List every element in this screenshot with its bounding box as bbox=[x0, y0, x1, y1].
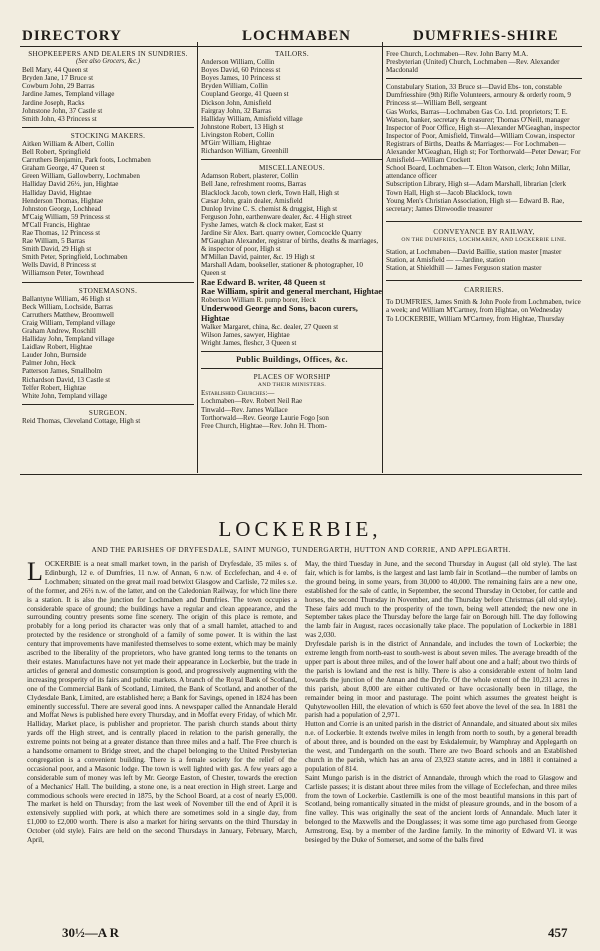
list-item: Young Men's Christian Association, High st— Edward B. Rae, secretary; James Dinwoodie treasurer bbox=[386, 196, 565, 213]
worship-heading: PLACES OF WORSHIP bbox=[253, 373, 331, 382]
section-rule bbox=[201, 368, 383, 369]
list-item: Palmer John, Heck bbox=[22, 359, 76, 368]
surgeon-heading: SURGEON. bbox=[88, 408, 128, 417]
list-item-bold: Underwood George and Sons, bacon curers, Hightae bbox=[201, 304, 358, 323]
list-item: Richardson William, Greenhill bbox=[201, 147, 289, 156]
running-header bbox=[20, 28, 582, 48]
list-item: Carruthers Benjamin, Park foots, Lochmaben bbox=[22, 156, 151, 165]
list-item: Bryden Jane, 17 Bruce st bbox=[22, 74, 94, 83]
list-item: Graham George, 47 Queen st bbox=[22, 164, 105, 173]
misc-list bbox=[201, 172, 383, 347]
list-item: Rae William, 5 Barras bbox=[22, 237, 86, 246]
column-1 bbox=[22, 50, 194, 425]
list-item: Gas Works, Barras—Lochmaben Gas Co. Ltd. proprietors; T. E. Watson, banker, secretary & treasurer; Thomas O'Neill, manager bbox=[386, 107, 570, 124]
section-rule bbox=[22, 282, 194, 283]
misc-heading: MISCELLANEOUS. bbox=[259, 164, 325, 173]
list-item: Established Churches:— bbox=[201, 389, 275, 398]
list-item-bold: Rae William, spirit and general merchant, Hightae bbox=[201, 286, 382, 296]
worship-subheading: AND THEIR MINISTERS. bbox=[257, 382, 327, 389]
list-item: Johnstone Robert, 13 High st bbox=[201, 122, 284, 131]
public-buildings-heading: Public Buildings, Offices, &c. bbox=[236, 355, 348, 365]
list-item: Halliday William, Amisfield village bbox=[201, 114, 303, 123]
list-item-bold: Rae Edward B. writer, 48 Queen st bbox=[201, 277, 326, 287]
list-item: Registrars of Births, Deaths & Marriages:— For Lochmaben—Alexander M'Geaghan, High st; For Torthorwald—Peter Dewar; For Amisfield—William Crockett bbox=[386, 139, 581, 165]
list-item: Smith Peter, Springfield, Lochmaben bbox=[22, 253, 128, 262]
list-item: Bell Mary, 44 Queen st bbox=[22, 66, 88, 75]
carriers-list bbox=[386, 298, 582, 322]
list-item: Fyshe James, watch & clock maker, East st bbox=[201, 220, 324, 229]
list-item: Dumfriesshire (9th) Rifle Volunteers, armoury & orderly room, 9 Princess st—William Bell, sergeant bbox=[386, 91, 571, 108]
list-item: Aitken William & Albert, Collin bbox=[22, 139, 114, 148]
list-item: Robertson William R. pump borer, Heck bbox=[201, 296, 316, 305]
header-rule bbox=[20, 46, 582, 47]
list-item: M'Caig William, 59 Princess st bbox=[22, 212, 111, 221]
carriers-heading: CARRIERS. bbox=[464, 286, 504, 295]
list-item: Craig William, Templand village bbox=[22, 318, 116, 327]
list-item: Constabulary Station, 33 Bruce st—David Ebs- ton, constable bbox=[386, 83, 562, 92]
list-item: Wells David, 8 Princess st bbox=[22, 261, 97, 270]
list-item: Coupland George, 41 Queen st bbox=[201, 90, 289, 99]
section-rule bbox=[386, 78, 582, 79]
list-item: Johnston George, Lochhead bbox=[22, 204, 102, 213]
list-item: Telfer Robert, Hightae bbox=[22, 383, 86, 392]
list-item: Williamson Peter, Townhead bbox=[22, 269, 104, 278]
section-rule bbox=[22, 127, 194, 128]
list-item: Richardson David, 13 Castle st bbox=[22, 375, 111, 384]
list-item: Adamson Robert, plasterer, Collin bbox=[201, 172, 299, 181]
stonemasons-list bbox=[22, 295, 194, 400]
list-item: Dickson John, Amisfield bbox=[201, 98, 272, 107]
article-column-left bbox=[27, 557, 297, 845]
list-item: Henderson Thomas, Hightae bbox=[22, 196, 104, 205]
article-subtitle: AND THE PARISHES OF DRYFESDALE, SAINT MUNGO, TUNDERGARTH, HUTTON AND CORRIE, AND APPLEGARTH. bbox=[91, 546, 511, 554]
list-item: To DUMFRIES, James Smith & John Poole from Lochmaben, twice a week; and William M'Cartney, from Hightae, on Wednesday bbox=[386, 298, 581, 315]
list-item: Green William, Gallowberry, Lochmaben bbox=[22, 172, 140, 181]
shopkeepers-heading: SHOPKEEPERS AND DEALERS IN SUNDRIES. bbox=[28, 50, 188, 58]
list-item: Marshall Adam, bookseller, stationer & photographer, 10 Queen st bbox=[201, 261, 363, 278]
list-item: Halliday David, Hightae bbox=[22, 188, 92, 197]
list-item: Carruthers Matthew, Broomwell bbox=[22, 310, 114, 319]
list-item: Jardine Sir Alex. Bart. quarry owner, Corncockle Quarry bbox=[201, 228, 362, 237]
list-item: Wilson James, sawyer, Hightae bbox=[201, 330, 290, 339]
section-rule bbox=[386, 221, 582, 222]
list-item: Johnstone John, 37 Castle st bbox=[22, 106, 103, 115]
list-item: Station, at Shieldhill — James Ferguson station master bbox=[386, 264, 542, 273]
header-center: LOCHMABEN bbox=[242, 28, 352, 44]
list-item: Smith John, 43 Princess st bbox=[22, 114, 97, 123]
list-item: Dunlop Irvine C. S. chemist & druggist, High st bbox=[201, 204, 338, 213]
column-divider-1 bbox=[197, 42, 198, 473]
railway-subheading: ON THE DUMFRIES, LOCHMABEN, AND LOCKERBIE LINE. bbox=[401, 236, 567, 243]
list-item: Free Church, Lochmaben—Rev. John Barry M.A. bbox=[386, 50, 528, 58]
list-item: Patterson James, Smallholm bbox=[22, 367, 103, 376]
list-item: Halliday David 26½, jun, Hightae bbox=[22, 180, 119, 189]
list-item: Cæsar John, grain dealer, Amisfield bbox=[201, 196, 303, 205]
list-item: Inspector of Poor Office, High st—Alexander M'Geaghan, inspector bbox=[386, 123, 581, 132]
page-number: 457 bbox=[548, 925, 568, 940]
stocking-list bbox=[22, 140, 194, 278]
list-item: Torthorwald—Rev. George Laurie Fogo [son bbox=[201, 413, 329, 422]
list-item: Cowburn John, 29 Barras bbox=[22, 82, 95, 91]
section-rule bbox=[386, 280, 582, 281]
directory-bottom-rule bbox=[20, 474, 582, 475]
list-item: Smith David, 29 High st bbox=[22, 245, 92, 254]
list-item: Blacklock Jacob, town clerk, Town Hall, High st bbox=[201, 188, 340, 197]
list-item: Presbyterian (United) Church, Lochmaben —Rev. Alexander Macdonald bbox=[386, 58, 560, 75]
list-item: Inspector of Poor, Amisfield, Tinwald—William Cowan, inspector bbox=[386, 131, 575, 140]
list-item: Lauder John, Burnside bbox=[22, 351, 87, 360]
section-rule bbox=[201, 351, 383, 352]
tailors-list bbox=[201, 58, 383, 155]
stocking-heading: STOCKING MAKERS. bbox=[70, 131, 146, 140]
shopkeepers-subheading: (See also Grocers, &c.) bbox=[75, 58, 141, 66]
column-2 bbox=[201, 50, 383, 430]
list-item: Reid Thomas, Cleveland Cottage, High st bbox=[22, 416, 141, 425]
list-item: Livingston Robert, Collin bbox=[201, 130, 275, 139]
list-item: M'Gaughan Alexander, registrar of births, deaths & marriages, & inspector of poor, High st bbox=[201, 237, 379, 254]
list-item: Bell Jane, refreshment rooms, Barras bbox=[201, 180, 307, 189]
list-item: Lochmaben—Rev. Robert Neil Rae bbox=[201, 397, 303, 406]
signature-mark: 30½—A R bbox=[62, 925, 120, 940]
list-item: Boyes David, 60 Princess st bbox=[201, 66, 281, 75]
list-item: Bryden William, Collin bbox=[201, 82, 268, 91]
list-item: Walker Margaret, china, &c. dealer, 27 Queen st bbox=[201, 322, 339, 331]
list-item: Laidlaw Robert, Hightae bbox=[22, 343, 93, 352]
list-item: Station, at Lochmaben—David Baillie, station master [master bbox=[386, 247, 562, 256]
list-item: Halliday John, Templand village bbox=[22, 335, 115, 344]
list-item: Graham Andrew, Roschill bbox=[22, 327, 96, 335]
list-item: School Board, Lochmaben—T. Elton Watson, clerk; John Millar, attendance officer bbox=[386, 164, 571, 181]
section-rule bbox=[22, 404, 194, 405]
stonemasons-heading: STONEMASONS. bbox=[78, 286, 138, 295]
list-item: Ballantyne William, 46 High st bbox=[22, 294, 111, 303]
header-left: DIRECTORY bbox=[22, 28, 122, 44]
list-item: Wright James, fleshcr, 3 Queen st bbox=[201, 339, 297, 347]
list-item: Station, at Amisfield — —Jardine, station bbox=[386, 256, 506, 265]
officials-list bbox=[386, 83, 582, 213]
list-item: Bell Robert, Springfield bbox=[22, 148, 91, 157]
list-item: Rae Thomas, 12 Princess st bbox=[22, 228, 101, 237]
article-title: LOCKERBIE, bbox=[218, 517, 382, 541]
railway-heading: CONVEYANCE BY RAILWAY, bbox=[433, 227, 535, 236]
header-right: DUMFRIES-SHIRE bbox=[413, 28, 559, 44]
section-rule bbox=[201, 159, 383, 160]
worship-list bbox=[201, 389, 383, 429]
list-item: Subscription Library, High st—Adam Marshall, librarian [clerk bbox=[386, 180, 566, 189]
list-item: Ferguson John, earthenware dealer, &c. 4 High street bbox=[201, 212, 352, 221]
list-item: Boyes James, 10 Princess st bbox=[201, 74, 281, 83]
list-item: Fairgray John, 32 Barras bbox=[201, 106, 272, 115]
list-item: Beck William, Lochside, Barras bbox=[22, 302, 113, 311]
list-item: M'Call Francis, Hightae bbox=[22, 220, 91, 229]
drop-cap: L bbox=[27, 557, 43, 586]
list-item: Anderson William, Collin bbox=[201, 58, 275, 67]
column-3 bbox=[386, 50, 582, 323]
list-item: Tinwald—Rev. James Wallace bbox=[201, 405, 288, 414]
list-item: M'Millan David, painter, &c. 19 High st bbox=[201, 253, 315, 262]
list-item: M'Girr William, Hightae bbox=[201, 139, 272, 148]
list-item: Jardine Joseph, Racks bbox=[22, 98, 85, 107]
shopkeepers-list bbox=[22, 66, 194, 123]
tailors-heading: TAILORS. bbox=[275, 50, 309, 58]
list-item: White John, Templand village bbox=[22, 391, 108, 400]
list-item: To LOCKERBIE, William M'Cartney, from Hightae, Thursday bbox=[386, 314, 565, 323]
article-column-right: May, the third Tuesday in June, and the second Thursday in August (all old style). The last fair, which is for lambs, is the largest and last lamb fair in Scotland—the number of lambs on the ground being, in some years, from 30,000 to 40,000. The remaining fairs are a new one, established for the sale of cattle, in September, the second Thursday in October, for cattle and horses, the second Thursday in November, and the Thursday before Christmas (all old style). These fairs add much to the prosperity of the town, being well attended; the new one in September takes place the Thursday before the large fair on Borough hill. The day following the lamb fair in August, races occasionally take place. The population of Lockerbie in 1881 was 2,030. Dryfesdale parish is in the district of Annandale, and includes the town of Lockerbie; the extreme length from north-east to south-west is about seven miles. The average breadth of the upper part is about three miles, and of the lower half about one and a half; about two thirds of the parish is lowland and the rest is hilly. There is also a considerable extent of holm land towards the junction of the Annan and the Dryfe. Of the whole extent of the 10,231 acres in this parish, about 8,000 are either cultivated or have occasionally been in tillage, the remainder being in moor and pasturage. The point which assumes the greatest height is Quhytewoollen Hill, the elevation of which is 650 feet above the level of the sea. In 1881 the parish had a population of 2,971. Hutton and Corrie is an united parish in the district of Annandale, and situated about six miles n.e. of Lockerbie. It extends twelve miles in length from north to south, by a general breadth of about three, and is bounded on the east by Eskdalemuir, by Wamphray and Applegarth on the west, and Tundergarth on the south. There are two Board schools and an Established church in the parish, which has an area of 23,923 statute acres, and in 1881 it contained a population of 814. Saint Mungo parish is in the district of Annandale, through which the road to Glasgow and Carlisle passes; it is distant about three miles from the village of Ecclefechan, and three miles from the town of Lockerbie. Castlemilk is one of the most beautiful mansions in this part of Scotland, being romantically situated in the midst of pleasure grounds, and in the bosom of a fine valley. This was originally the seat of the ancient lords of Annandale. Much later it belonged to the Maxwells and the Douglasses; it was some time ago purchased from George Armstrong, Esq. by a member of the Jardine family. In the minority of Edward VI. it was besieged by the Duke of Somerset, and some of the balls fired bbox=[305, 560, 577, 845]
list-item: Jardine James, Templand village bbox=[22, 90, 115, 99]
article-text-left: OCKERBIE is a neat small market town, in the parish of Dryfesdale, 35 miles s. of Edinburgh, 12 e. of Dumfries, 11 n.w. of Annan, 6 n.w. of Ecclefechan, and 4 e. of Lochmaben; situated on the great mail road betwixt Glasgow and Carlisle, 72 miles s.e. of the former, and 26½ n.w. of the latter, and on the Caledonian Railway, for which line there is a station. It is also the junction for Lochmaben and Dumfries. The town occupies a considerable space of ground; the buildings have a regular and clean appearance, and the surrounding country presents some fine scenery. The origin of this place is remote, and probably for a long period its character was only that of a small hamlet, attached to and protected by the residence or stronghold of a family of some power. It is within the last century that improvements have manifested themselves to some extent, which may be mainly ascribed to the liberality of the proprietors, who have granted long terms to the tenants on their estates. Manufactures have not yet made their appearance in Lockerbie, but the trade in articles of general and domestic consumption is good, and progressively augmenting with the increasing prosperity of its fairs and public markets. A branch of the Royal Bank of Scotland, one of the Commercial Bank of Scotland, Limited, the Bank of Scotland, and another of the Clydesdale Bank, Limited, are established here; a Bank for Savings, opened in 1824 has been eminently successful. There are several good inns. A newspaper called the Annandale Herald and Moffat News is published here every Thursday, and in Moffat every Friday, of which Mr. Halliday, Market place, is publisher and proprietor. The parish church stands about thirty yards off the High street, and is centrally placed in relation to the parish generally, the extreme points not being at a greater distance than three miles and a half. The Free church is a handsome ornament to Bridge street, and the chapel belonging to the United Presbyterian congregation is a convenient building. There is a female society for the relief of the occasional poor, and a Masonic lodge. The town is well lighted with gas. A few years ago a considerable sum of money was left by Mr. George Easton, of Chester, towards the erection of a Mechanics' Hall. The building, a stone one, is a neat erection in High street. Large and commodious schools were erected in 1875, by the School Board, at a cost of nearly £5,000. The market is held on Thursday; from the last week of November till the end of April it is extensively supplied with pork, at which there are sometimes sold in a single day, from £1,000 to £2,000 worth. There is also a market for hiring servants on the third Thursday in October (old style). Fairs are held on the second Thursdays in January, February, March, April, bbox=[27, 560, 297, 845]
list-item: Free Church, Hightae—Rev. John H. Thom- bbox=[201, 421, 327, 430]
railway-list bbox=[386, 248, 582, 272]
list-item: Town Hall, High st—Jacob Blacklock, town bbox=[386, 188, 512, 197]
